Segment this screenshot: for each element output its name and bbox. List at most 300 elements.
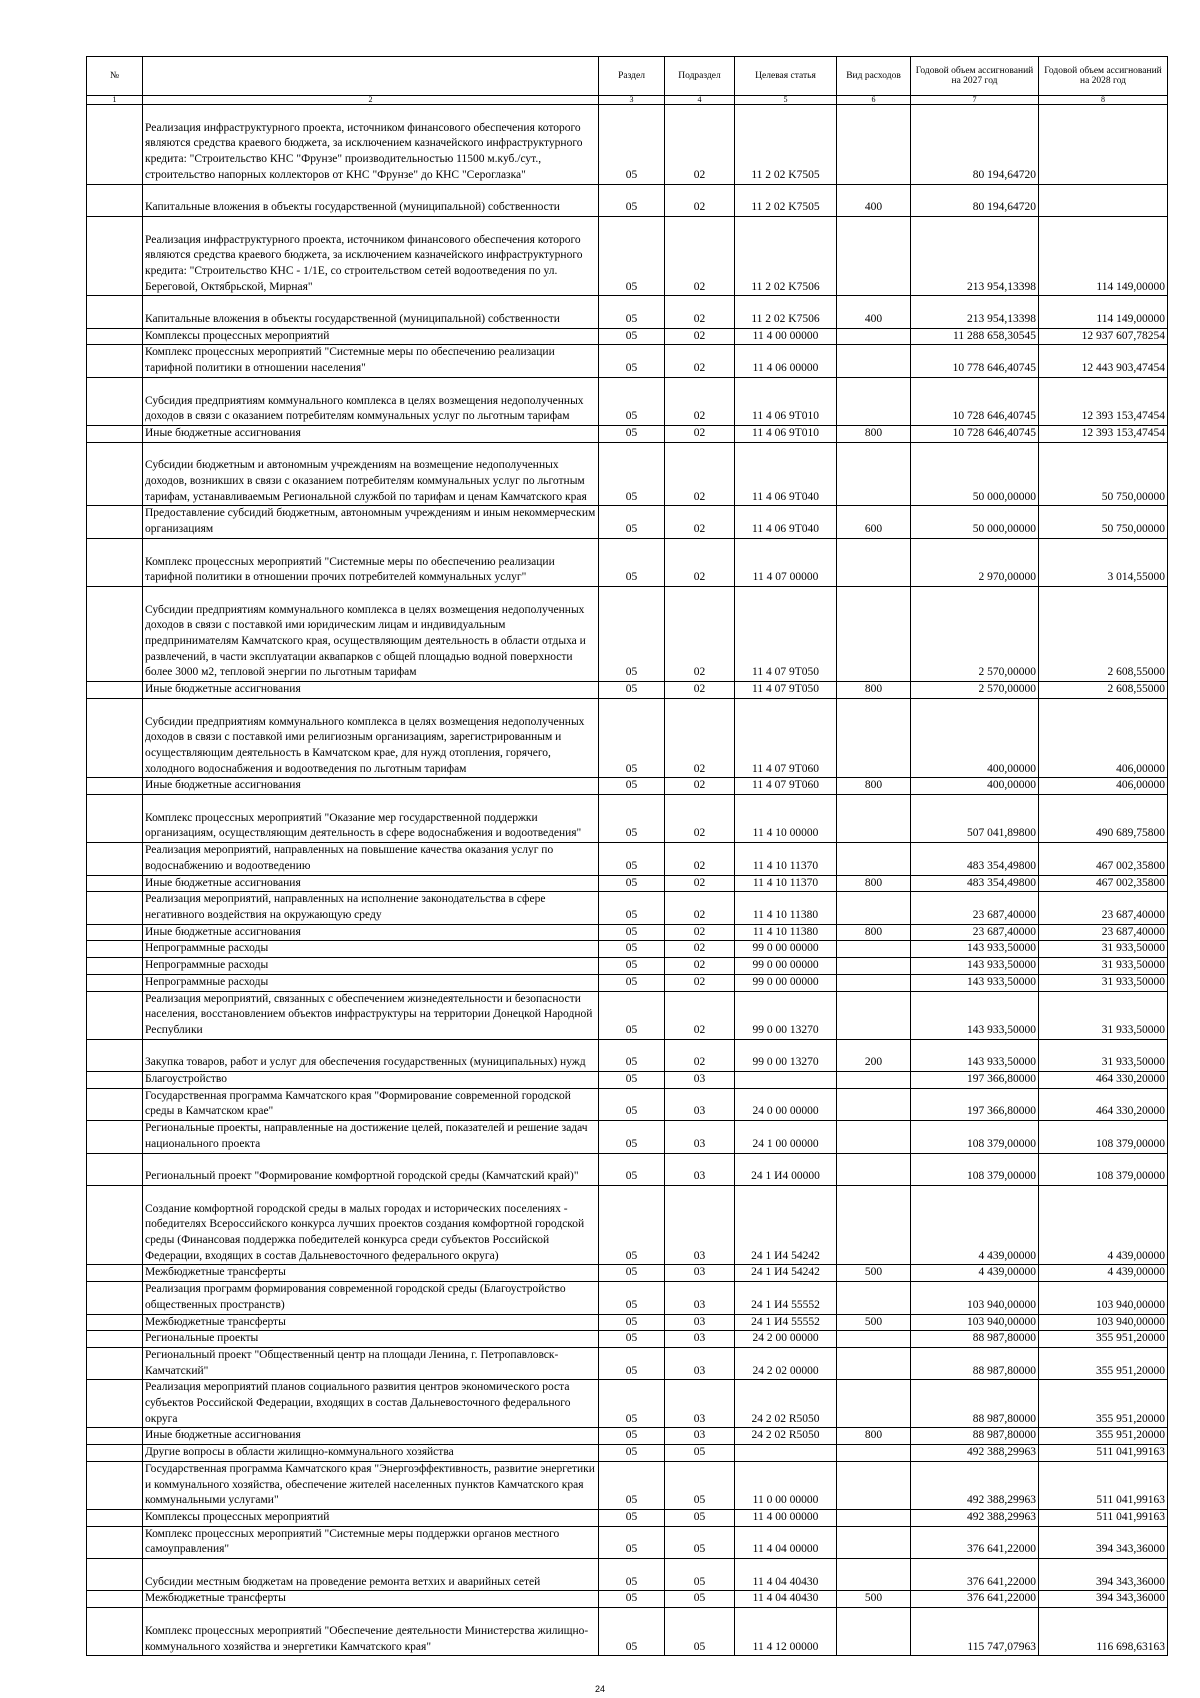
subsection-cell: 03	[665, 1088, 735, 1120]
section-cell: 05	[599, 974, 665, 991]
subsection-cell: 02	[665, 425, 735, 442]
amount-2028-cell: 4 439,00000	[1039, 1185, 1168, 1265]
col-header-expense-type: Вид расходов	[837, 57, 911, 96]
expense-type-cell: 800	[837, 682, 911, 699]
row-number-cell	[87, 1428, 143, 1445]
row-number-cell	[87, 1185, 143, 1265]
section-cell: 05	[599, 698, 665, 778]
target-article-cell: 11 2 02 K7506	[735, 216, 837, 296]
target-article-cell: 11 4 07 9Т050	[735, 586, 837, 681]
amount-2027-cell: 88 987,80000	[911, 1331, 1039, 1348]
amount-2028-cell: 12 393 153,47454	[1039, 425, 1168, 442]
expense-name-cell: Субсидии предприятиям коммунального комплекса в целях возмещения недополученных доходов в связи с поставкой ими религиозным организациям, зарегистрированным и осуществляющим деятельность в Камчатском крае, для нужд отопления, горячего, холодного водоснабжения и водоотведения по льготным тарифам	[143, 698, 599, 778]
amount-2027-cell: 143 933,50000	[911, 958, 1039, 975]
amount-2027-cell: 108 379,00000	[911, 1121, 1039, 1153]
expense-name-cell: Субсидии местным бюджетам на проведение ремонта ветхих и аварийных сетей	[143, 1559, 599, 1591]
amount-2027-cell: 103 940,00000	[911, 1314, 1039, 1331]
row-number-cell	[87, 974, 143, 991]
subsection-cell: 02	[665, 184, 735, 216]
subsection-cell: 05	[665, 1509, 735, 1526]
amount-2028-cell: 490 689,75800	[1039, 795, 1168, 843]
expense-name-cell: Закупка товаров, работ и услуг для обеспечения государственных (муниципальных) нужд	[143, 1039, 599, 1071]
expense-type-cell: 800	[837, 425, 911, 442]
expense-name-cell: Региональный проект "Общественный центр на площади Ленина, г. Петропавловск-Камчатский"	[143, 1347, 599, 1379]
target-article-cell: 11 4 04 00000	[735, 1526, 837, 1558]
column-number: 2	[143, 96, 599, 105]
amount-2028-cell: 467 002,35800	[1039, 875, 1168, 892]
page-number: 24	[594, 1684, 605, 1694]
expense-name-cell: Создание комфортной городской среды в малых городах и исторических поселениях - победителях Всероссийского конкурса лучших проектов создания комфортной городской среды (Финансовая поддержка победителей конкурса среди субъектов Российской Федерации, входящих в состав Дальневосточного федерального округа)	[143, 1185, 599, 1265]
expense-name-cell: Реализация программ формирования современной городской среды (Благоустройство общественных пространств)	[143, 1282, 599, 1314]
subsection-cell: 05	[665, 1559, 735, 1591]
amount-2028-cell: 103 940,00000	[1039, 1314, 1168, 1331]
section-cell: 05	[599, 1153, 665, 1185]
expense-type-cell	[837, 105, 911, 185]
amount-2027-cell: 197 366,80000	[911, 1088, 1039, 1120]
expense-name-cell: Региональный проект "Формирование комфортной городской среды (Камчатский край)"	[143, 1153, 599, 1185]
row-number-cell	[87, 377, 143, 425]
column-number: 3	[599, 96, 665, 105]
section-cell: 05	[599, 1072, 665, 1089]
target-article-cell	[735, 1072, 837, 1089]
amount-2027-cell: 143 933,50000	[911, 941, 1039, 958]
row-number-cell	[87, 1282, 143, 1314]
col-header-no: №	[87, 57, 143, 96]
table-row	[87, 377, 1168, 425]
budget-rows	[87, 105, 1168, 1656]
expense-type-cell: 400	[837, 296, 911, 328]
target-article-cell: 11 2 02 K7505	[735, 105, 837, 185]
row-number-cell	[87, 991, 143, 1039]
expense-name-cell: Региональные проекты	[143, 1331, 599, 1348]
subsection-cell: 02	[665, 991, 735, 1039]
row-number-cell	[87, 1121, 143, 1153]
section-cell: 05	[599, 1591, 665, 1608]
amount-2027-cell: 108 379,00000	[911, 1153, 1039, 1185]
target-article-cell: 11 4 12 00000	[735, 1608, 837, 1656]
amount-2027-cell: 10 728 646,40745	[911, 425, 1039, 442]
budget-sheet	[86, 56, 1167, 1656]
target-article-cell: 11 4 10 00000	[735, 795, 837, 843]
section-cell: 05	[599, 1509, 665, 1526]
amount-2028-cell: 31 933,50000	[1039, 958, 1168, 975]
section-cell: 05	[599, 1347, 665, 1379]
amount-2028-cell: 355 951,20000	[1039, 1347, 1168, 1379]
section-cell: 05	[599, 941, 665, 958]
row-number-cell	[87, 184, 143, 216]
section-cell: 05	[599, 425, 665, 442]
amount-2027-cell: 143 933,50000	[911, 991, 1039, 1039]
expense-name-cell: Реализация инфраструктурного проекта, источником финансового обеспечения которого являются средства краевого бюджета, за исключением казначейского инфраструктурного кредита: "Строительство КНС - 1/1Е, со строительством сетей водоотведения по ул. Береговой, Октябрьской, Мирная"	[143, 216, 599, 296]
table-row	[87, 1282, 1168, 1314]
section-cell: 05	[599, 991, 665, 1039]
table-row	[87, 1428, 1168, 1445]
table-row	[87, 941, 1168, 958]
expense-type-cell: 500	[837, 1591, 911, 1608]
section-cell: 05	[599, 538, 665, 586]
subsection-cell: 02	[665, 924, 735, 941]
section-cell: 05	[599, 1380, 665, 1428]
subsection-cell: 03	[665, 1331, 735, 1348]
column-number: 7	[911, 96, 1039, 105]
amount-2027-cell: 4 439,00000	[911, 1185, 1039, 1265]
subsection-cell: 02	[665, 345, 735, 377]
section-cell: 05	[599, 377, 665, 425]
expense-name-cell: Предоставление субсидий бюджетным, автономным учреждениям и иным некоммерческим организациям	[143, 506, 599, 538]
expense-name-cell: Реализация мероприятий, связанных с обеспечением жизнедеятельности и безопасности населения, восстановлением объектов инфраструктуры на территории Донецкой Народной Республики	[143, 991, 599, 1039]
target-article-cell: 24 1 И4 55552	[735, 1282, 837, 1314]
row-number-cell	[87, 1608, 143, 1656]
row-number-cell	[87, 875, 143, 892]
target-article-cell: 24 2 00 00000	[735, 1331, 837, 1348]
amount-2028-cell: 394 343,36000	[1039, 1591, 1168, 1608]
table-row	[87, 875, 1168, 892]
amount-2028-cell: 108 379,00000	[1039, 1121, 1168, 1153]
table-row	[87, 1153, 1168, 1185]
target-article-cell: 99 0 00 00000	[735, 958, 837, 975]
amount-2027-cell: 376 641,22000	[911, 1591, 1039, 1608]
subsection-cell: 02	[665, 974, 735, 991]
expense-name-cell: Иные бюджетные ассигнования	[143, 924, 599, 941]
amount-2027-cell: 143 933,50000	[911, 1039, 1039, 1071]
col-header-name	[143, 57, 599, 96]
amount-2028-cell: 3 014,55000	[1039, 538, 1168, 586]
section-cell: 05	[599, 682, 665, 699]
subsection-cell: 02	[665, 586, 735, 681]
expense-name-cell: Субсидии бюджетным и автономным учреждениям на возмещение недополученных доходов, возникших в связи с оказанием потребителям коммунальных услуг по льготным тарифам, устанавливаемым Региональной службой по тарифам и ценам Камчатского края	[143, 442, 599, 506]
column-number: 1	[87, 96, 143, 105]
expense-name-cell: Непрограммные расходы	[143, 974, 599, 991]
target-article-cell: 24 2 02 R5050	[735, 1380, 837, 1428]
expense-name-cell: Комплекс процессных мероприятий "Системные меры по обеспечению реализации тарифной политики в отношении прочих потребителей коммунальных услуг"	[143, 538, 599, 586]
row-number-cell	[87, 892, 143, 924]
expense-type-cell	[837, 1347, 911, 1379]
amount-2028-cell: 31 933,50000	[1039, 1039, 1168, 1071]
amount-2027-cell: 400,00000	[911, 698, 1039, 778]
subsection-cell: 02	[665, 843, 735, 875]
target-article-cell: 11 4 00 00000	[735, 328, 837, 345]
section-cell: 05	[599, 843, 665, 875]
row-number-cell	[87, 1314, 143, 1331]
expense-type-cell	[837, 974, 911, 991]
row-number-cell	[87, 345, 143, 377]
amount-2028-cell	[1039, 184, 1168, 216]
section-cell: 05	[599, 1121, 665, 1153]
expense-type-cell	[837, 1380, 911, 1428]
expense-type-cell	[837, 1121, 911, 1153]
amount-2027-cell: 10 728 646,40745	[911, 377, 1039, 425]
row-number-cell	[87, 425, 143, 442]
section-cell: 05	[599, 1428, 665, 1445]
expense-name-cell: Государственная программа Камчатского края "Энергоэффективность, развитие энергетики и коммунального хозяйства, обеспечение жителей населенных пунктов Камчатского края коммунальными услугами"	[143, 1461, 599, 1509]
expense-type-cell: 800	[837, 875, 911, 892]
expense-name-cell: Реализация мероприятий, направленных на повышение качества оказания услуг по водоснабжению и водоотведению	[143, 843, 599, 875]
row-number-cell	[87, 1526, 143, 1558]
target-article-cell: 11 4 06 9Т010	[735, 377, 837, 425]
section-cell: 05	[599, 1331, 665, 1348]
expense-type-cell: 500	[837, 1265, 911, 1282]
amount-2028-cell: 103 940,00000	[1039, 1282, 1168, 1314]
header-row	[87, 57, 1168, 96]
row-number-cell	[87, 1153, 143, 1185]
row-number-cell	[87, 924, 143, 941]
col-header-target-article: Целевая статья	[735, 57, 837, 96]
amount-2027-cell: 88 987,80000	[911, 1428, 1039, 1445]
col-header-subsection: Подраздел	[665, 57, 735, 96]
expense-type-cell	[837, 991, 911, 1039]
subsection-cell: 05	[665, 1526, 735, 1558]
amount-2027-cell: 80 194,64720	[911, 105, 1039, 185]
expense-type-cell	[837, 1282, 911, 1314]
table-row	[87, 698, 1168, 778]
amount-2028-cell: 31 933,50000	[1039, 941, 1168, 958]
section-cell: 05	[599, 778, 665, 795]
target-article-cell: 11 2 02 K7505	[735, 184, 837, 216]
amount-2027-cell: 80 194,64720	[911, 184, 1039, 216]
subsection-cell: 03	[665, 1428, 735, 1445]
target-article-cell: 11 4 07 9Т060	[735, 778, 837, 795]
table-row	[87, 1608, 1168, 1656]
section-cell: 05	[599, 296, 665, 328]
expense-type-cell	[837, 538, 911, 586]
table-row	[87, 538, 1168, 586]
expense-name-cell: Непрограммные расходы	[143, 941, 599, 958]
expense-type-cell: 600	[837, 506, 911, 538]
amount-2028-cell: 23 687,40000	[1039, 924, 1168, 941]
section-cell: 05	[599, 1461, 665, 1509]
subsection-cell: 05	[665, 1445, 735, 1462]
subsection-cell: 03	[665, 1072, 735, 1089]
table-row	[87, 1314, 1168, 1331]
table-row	[87, 1380, 1168, 1428]
expense-type-cell	[837, 442, 911, 506]
section-cell: 05	[599, 1526, 665, 1558]
section-cell: 05	[599, 1314, 665, 1331]
expense-type-cell: 200	[837, 1039, 911, 1071]
target-article-cell: 11 4 06 00000	[735, 345, 837, 377]
amount-2027-cell: 507 041,89800	[911, 795, 1039, 843]
expense-name-cell: Субсидия предприятиям коммунального комплекса в целях возмещения недополученных доходов в связи с оказанием потребителям коммунальных услуг по льготным тарифам	[143, 377, 599, 425]
section-cell: 05	[599, 1445, 665, 1462]
row-number-cell	[87, 1088, 143, 1120]
table-row	[87, 778, 1168, 795]
table-row	[87, 1591, 1168, 1608]
table-row	[87, 1039, 1168, 1071]
expense-type-cell	[837, 1088, 911, 1120]
section-cell: 05	[599, 442, 665, 506]
table-row	[87, 958, 1168, 975]
subsection-cell: 03	[665, 1185, 735, 1265]
expense-name-cell: Другие вопросы в области жилищно-коммунального хозяйства	[143, 1445, 599, 1462]
amount-2028-cell: 12 937 607,78254	[1039, 328, 1168, 345]
expense-name-cell: Субсидии предприятиям коммунального комплекса в целях возмещения недополученных доходов в связи с поставкой ими юридическим лицам и индивидуальным предпринимателям Камчатского края, осуществляющим деятельность в области отдыха и развлечений, в части эксплуатации аквапарков с общей площадью водной поверхности более 3000 м2, тепловой энергии по льготным тарифам	[143, 586, 599, 681]
amount-2028-cell: 511 041,99163	[1039, 1461, 1168, 1509]
table-row	[87, 1526, 1168, 1558]
section-cell: 05	[599, 1265, 665, 1282]
budget-table	[86, 56, 1168, 1656]
section-cell: 05	[599, 216, 665, 296]
target-article-cell: 11 4 10 11380	[735, 924, 837, 941]
subsection-cell: 02	[665, 698, 735, 778]
expense-type-cell	[837, 892, 911, 924]
target-article-cell: 24 1 00 00000	[735, 1121, 837, 1153]
subsection-cell: 03	[665, 1380, 735, 1428]
row-number-cell	[87, 682, 143, 699]
expense-name-cell: Межбюджетные трансферты	[143, 1314, 599, 1331]
table-row	[87, 425, 1168, 442]
row-number-cell	[87, 538, 143, 586]
target-article-cell: 99 0 00 13270	[735, 1039, 837, 1071]
expense-type-cell	[837, 377, 911, 425]
subsection-cell: 02	[665, 538, 735, 586]
amount-2027-cell: 2 970,00000	[911, 538, 1039, 586]
row-number-cell	[87, 1331, 143, 1348]
row-number-cell	[87, 1347, 143, 1379]
row-number-cell	[87, 506, 143, 538]
table-row	[87, 1461, 1168, 1509]
subsection-cell: 02	[665, 892, 735, 924]
row-number-cell	[87, 1591, 143, 1608]
expense-name-cell: Иные бюджетные ассигнования	[143, 778, 599, 795]
amount-2028-cell: 2 608,55000	[1039, 682, 1168, 699]
table-row	[87, 216, 1168, 296]
column-number: 5	[735, 96, 837, 105]
subsection-cell: 05	[665, 1461, 735, 1509]
table-row	[87, 345, 1168, 377]
expense-name-cell: Реализация мероприятий, направленных на исполнение законодательства в сфере негативного воздействия на окружающую среду	[143, 892, 599, 924]
column-number: 8	[1039, 96, 1168, 105]
amount-2027-cell: 103 940,00000	[911, 1282, 1039, 1314]
amount-2028-cell: 114 149,00000	[1039, 216, 1168, 296]
amount-2028-cell: 12 393 153,47454	[1039, 377, 1168, 425]
amount-2028-cell: 511 041,99163	[1039, 1509, 1168, 1526]
expense-name-cell: Комплекс процессных мероприятий "Системные меры поддержки органов местного самоуправления"	[143, 1526, 599, 1558]
column-number: 6	[837, 96, 911, 105]
target-article-cell: 11 4 00 00000	[735, 1509, 837, 1526]
expense-type-cell	[837, 958, 911, 975]
table-row	[87, 105, 1168, 185]
amount-2027-cell: 213 954,13398	[911, 296, 1039, 328]
row-number-cell	[87, 216, 143, 296]
expense-type-cell	[837, 1461, 911, 1509]
amount-2028-cell: 511 041,99163	[1039, 1445, 1168, 1462]
table-row	[87, 1121, 1168, 1153]
section-cell: 05	[599, 795, 665, 843]
expense-name-cell: Межбюджетные трансферты	[143, 1591, 599, 1608]
expense-name-cell: Реализация инфраструктурного проекта, источником финансового обеспечения которого являются средства краевого бюджета, за исключением казначейского инфраструктурного кредита: "Строительство КНС "Фрунзе" производительностью 11500 м.куб./сут., строительство напорных коллекторов от КНС "Фрунзе" до КНС "Сероглазка"	[143, 105, 599, 185]
table-row	[87, 1445, 1168, 1462]
target-article-cell: 11 4 10 11370	[735, 843, 837, 875]
section-cell: 05	[599, 1039, 665, 1071]
table-row	[87, 924, 1168, 941]
target-article-cell: 11 4 06 9Т040	[735, 442, 837, 506]
subsection-cell: 03	[665, 1347, 735, 1379]
amount-2028-cell: 31 933,50000	[1039, 991, 1168, 1039]
subsection-cell: 02	[665, 778, 735, 795]
amount-2027-cell: 10 778 646,40745	[911, 345, 1039, 377]
target-article-cell	[735, 1445, 837, 1462]
expense-type-cell	[837, 1559, 911, 1591]
amount-2027-cell: 492 388,29963	[911, 1445, 1039, 1462]
table-row	[87, 328, 1168, 345]
section-cell: 05	[599, 1608, 665, 1656]
row-number-cell	[87, 958, 143, 975]
subsection-cell: 02	[665, 442, 735, 506]
subsection-cell: 02	[665, 958, 735, 975]
section-cell: 05	[599, 506, 665, 538]
amount-2028-cell: 394 343,36000	[1039, 1526, 1168, 1558]
target-article-cell: 24 1 И4 00000	[735, 1153, 837, 1185]
expense-name-cell: Иные бюджетные ассигнования	[143, 1428, 599, 1445]
row-number-cell	[87, 1445, 143, 1462]
table-row	[87, 1088, 1168, 1120]
expense-name-cell: Комплекс процессных мероприятий "Оказание мер государственной поддержки организациям, осуществляющим деятельность в сфере водоснабжения и водоотведения"	[143, 795, 599, 843]
amount-2027-cell: 4 439,00000	[911, 1265, 1039, 1282]
subsection-cell: 02	[665, 682, 735, 699]
amount-2028-cell: 464 330,20000	[1039, 1088, 1168, 1120]
table-row	[87, 974, 1168, 991]
section-cell: 05	[599, 1559, 665, 1591]
subsection-cell: 03	[665, 1282, 735, 1314]
expense-name-cell: Непрограммные расходы	[143, 958, 599, 975]
target-article-cell: 24 2 02 00000	[735, 1347, 837, 1379]
target-article-cell: 11 0 00 00000	[735, 1461, 837, 1509]
row-number-cell	[87, 586, 143, 681]
amount-2027-cell: 88 987,80000	[911, 1347, 1039, 1379]
expense-type-cell	[837, 1153, 911, 1185]
amount-2028-cell: 355 951,20000	[1039, 1428, 1168, 1445]
expense-name-cell: Капитальные вложения в объекты государственной (муниципальной) собственности	[143, 296, 599, 328]
table-row	[87, 296, 1168, 328]
target-article-cell: 11 4 07 00000	[735, 538, 837, 586]
row-number-cell	[87, 1380, 143, 1428]
column-number: 4	[665, 96, 735, 105]
section-cell: 05	[599, 328, 665, 345]
amount-2028-cell: 108 379,00000	[1039, 1153, 1168, 1185]
row-number-cell	[87, 778, 143, 795]
row-number-cell	[87, 1509, 143, 1526]
table-row	[87, 506, 1168, 538]
subsection-cell: 02	[665, 296, 735, 328]
target-article-cell: 11 4 04 40430	[735, 1591, 837, 1608]
amount-2028-cell: 50 750,00000	[1039, 442, 1168, 506]
table-row	[87, 795, 1168, 843]
row-number-cell	[87, 795, 143, 843]
section-cell: 05	[599, 1088, 665, 1120]
table-row	[87, 1331, 1168, 1348]
section-cell: 05	[599, 586, 665, 681]
subsection-cell: 03	[665, 1121, 735, 1153]
expense-type-cell	[837, 843, 911, 875]
subsection-cell: 02	[665, 941, 735, 958]
amount-2027-cell: 88 987,80000	[911, 1380, 1039, 1428]
amount-2027-cell: 492 388,29963	[911, 1509, 1039, 1526]
target-article-cell: 99 0 00 00000	[735, 974, 837, 991]
subsection-cell: 02	[665, 506, 735, 538]
amount-2027-cell: 23 687,40000	[911, 924, 1039, 941]
target-article-cell: 24 2 02 R5050	[735, 1428, 837, 1445]
amount-2028-cell: 355 951,20000	[1039, 1380, 1168, 1428]
table-row	[87, 1347, 1168, 1379]
col-header-amount-2027: Годовой объем ассигнований на 2027 год	[911, 57, 1039, 96]
target-article-cell: 11 4 10 11370	[735, 875, 837, 892]
row-number-cell	[87, 1265, 143, 1282]
subsection-cell: 03	[665, 1153, 735, 1185]
expense-name-cell: Комплекс процессных мероприятий "Обеспечение деятельности Министерства жилищно-коммунального хозяйства и энергетики Камчатского края"	[143, 1608, 599, 1656]
target-article-cell: 11 4 10 11380	[735, 892, 837, 924]
target-article-cell: 24 1 И4 54242	[735, 1265, 837, 1282]
section-cell: 05	[599, 184, 665, 216]
